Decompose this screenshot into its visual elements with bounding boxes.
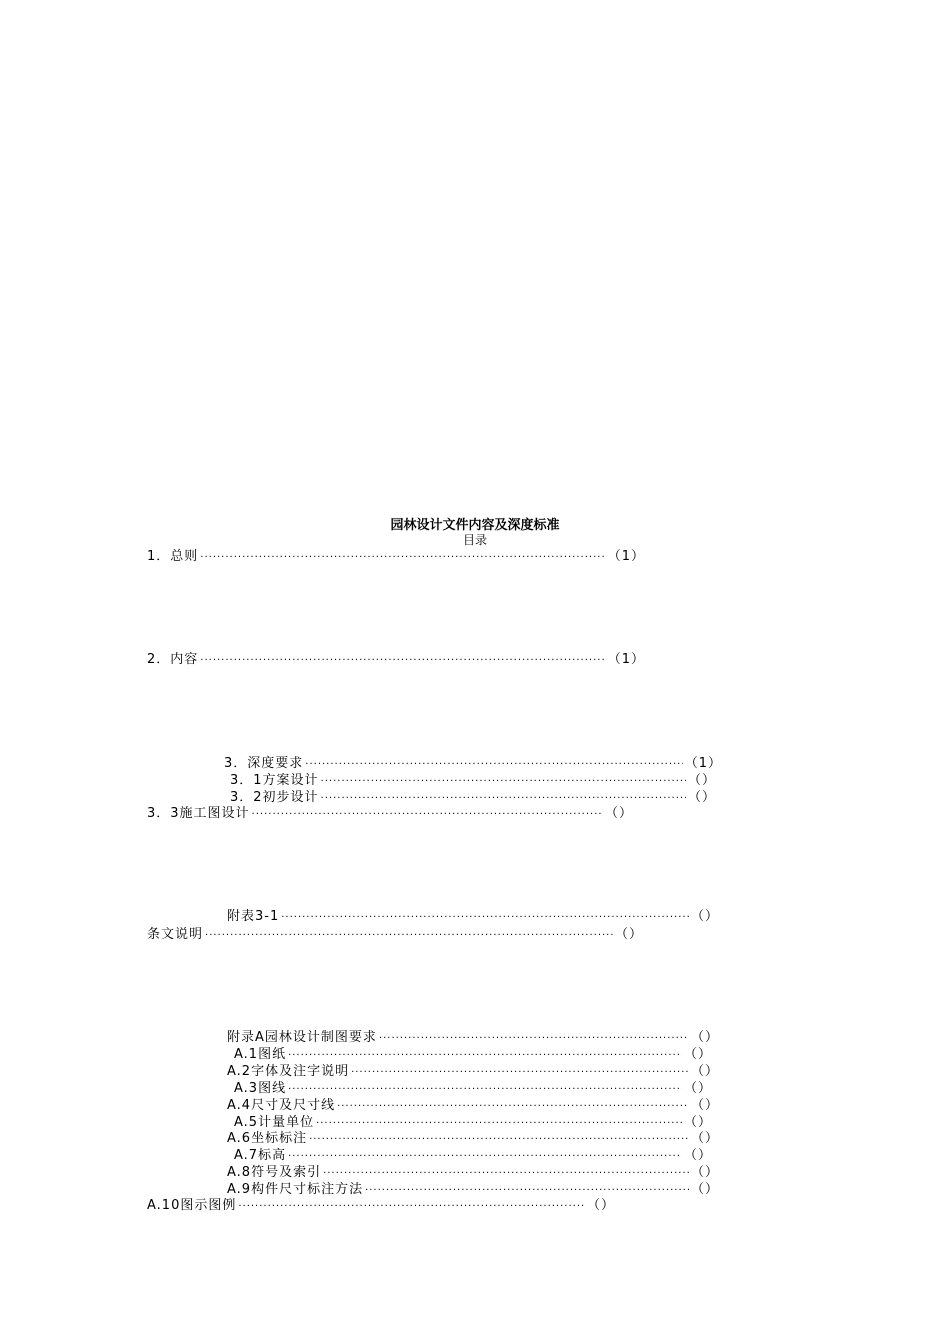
- toc-entry-general[interactable]: [147, 548, 645, 565]
- toc-entry-page: （）: [687, 773, 716, 788]
- toc-entry-page: （）: [683, 1115, 712, 1130]
- toc-leader-dots: [323, 1165, 689, 1182]
- toc-leader-dots: [200, 549, 605, 566]
- toc-entry-label: A.2字体及注字说明: [227, 1064, 350, 1079]
- toc-leader-dots: [288, 1047, 682, 1064]
- toc-entry-a6-coordinates[interactable]: [227, 1130, 719, 1147]
- toc-entry-preliminary-design[interactable]: [230, 789, 716, 806]
- toc-leader-dots: [351, 1064, 689, 1081]
- toc-entry-label: 3．1方案设计: [230, 773, 319, 788]
- toc-entry-label: 3．3施工图设计: [147, 806, 250, 821]
- toc-entry-a5-units[interactable]: [234, 1114, 712, 1131]
- toc-entry-construction-drawing-design[interactable]: [147, 805, 633, 822]
- toc-entry-label: A.7标高: [234, 1148, 287, 1163]
- toc-leader-dots: [337, 1098, 689, 1115]
- document-title-text: 园林设计文件内容及深度标准: [390, 518, 560, 533]
- toc-entry-label: 2．内容: [147, 652, 199, 667]
- toc-entry-label: A.6坐标标注: [227, 1131, 308, 1146]
- toc-entry-page: （）: [683, 1047, 712, 1062]
- toc-leader-dots: [288, 1081, 682, 1098]
- toc-entry-page: （）: [683, 1148, 712, 1163]
- toc-entry-page: （）: [604, 806, 633, 821]
- toc-entry-a4-dimensions[interactable]: [227, 1097, 719, 1114]
- toc-entry-page: （）: [683, 1081, 712, 1096]
- toc-entry-page: （）: [687, 790, 716, 805]
- toc-entry-page: （1）: [607, 652, 645, 667]
- toc-entry-page: （）: [690, 909, 719, 924]
- toc-heading: 目录: [462, 533, 487, 547]
- toc-entry-a2-fonts[interactable]: [227, 1063, 719, 1080]
- toc-entry-page: （）: [690, 1165, 719, 1180]
- toc-leader-dots: [309, 1131, 689, 1148]
- toc-entry-label: 1．总则: [147, 549, 199, 564]
- toc-entry-page: （）: [690, 1098, 719, 1113]
- toc-entry-page: （）: [614, 927, 643, 942]
- toc-entry-a10-legend[interactable]: [147, 1197, 615, 1214]
- toc-entry-label: A.1图纸: [234, 1047, 287, 1062]
- toc-entry-label: A.10图示图例: [147, 1198, 237, 1213]
- toc-entry-label: 条文说明: [147, 927, 204, 942]
- toc-leader-dots: [379, 1030, 689, 1047]
- toc-entry-clause-explanation[interactable]: [147, 926, 643, 943]
- toc-entry-page: （）: [690, 1182, 719, 1197]
- document-title: [0, 518, 950, 534]
- toc-leader-dots: [238, 1198, 585, 1215]
- toc-leader-dots: [305, 756, 682, 773]
- toc-leader-dots: [321, 773, 686, 790]
- toc-entry-page: （）: [690, 1131, 719, 1146]
- toc-entry-appendix-table-3-1[interactable]: [227, 908, 719, 925]
- toc-entry-page: （）: [690, 1064, 719, 1079]
- toc-entry-depth-requirements[interactable]: [224, 755, 722, 772]
- toc-entry-page: （）: [690, 1030, 719, 1045]
- toc-entry-label: 3．2初步设计: [230, 790, 319, 805]
- toc-leader-dots: [288, 1148, 682, 1165]
- toc-entry-content[interactable]: [147, 651, 645, 668]
- toc-entry-a7-elevation[interactable]: [234, 1147, 712, 1164]
- toc-entry-a3-lines[interactable]: [234, 1080, 712, 1097]
- toc-leader-dots: [200, 652, 605, 669]
- toc-entry-scheme-design[interactable]: [230, 772, 716, 789]
- toc-entry-label: 附表3-1: [227, 909, 280, 924]
- toc-entry-page: （1）: [684, 756, 722, 771]
- toc-leader-dots: [252, 806, 603, 823]
- toc-entry-label: A.5计量单位: [234, 1115, 315, 1130]
- toc-entry-label: A.3图线: [234, 1081, 287, 1096]
- toc-entry-label: A.9构件尺寸标注方法: [227, 1182, 364, 1197]
- toc-entry-a9-component-dimensions[interactable]: [227, 1181, 719, 1198]
- toc-entry-page: （）: [586, 1198, 615, 1213]
- toc-leader-dots: [281, 909, 689, 926]
- toc-entry-label: 3．深度要求: [224, 756, 304, 771]
- toc-entry-page: （1）: [607, 549, 645, 564]
- toc-entry-appendix-a[interactable]: [227, 1029, 719, 1046]
- toc-entry-label: A.4尺寸及尺寸线: [227, 1098, 336, 1113]
- toc-entry-label: A.8符号及索引: [227, 1165, 322, 1180]
- toc-entry-label: 附录A园林设计制图要求: [227, 1030, 377, 1045]
- toc-entry-a1-drawings[interactable]: [234, 1046, 712, 1063]
- toc-leader-dots: [205, 927, 613, 944]
- toc-entry-a8-symbols[interactable]: [227, 1164, 719, 1181]
